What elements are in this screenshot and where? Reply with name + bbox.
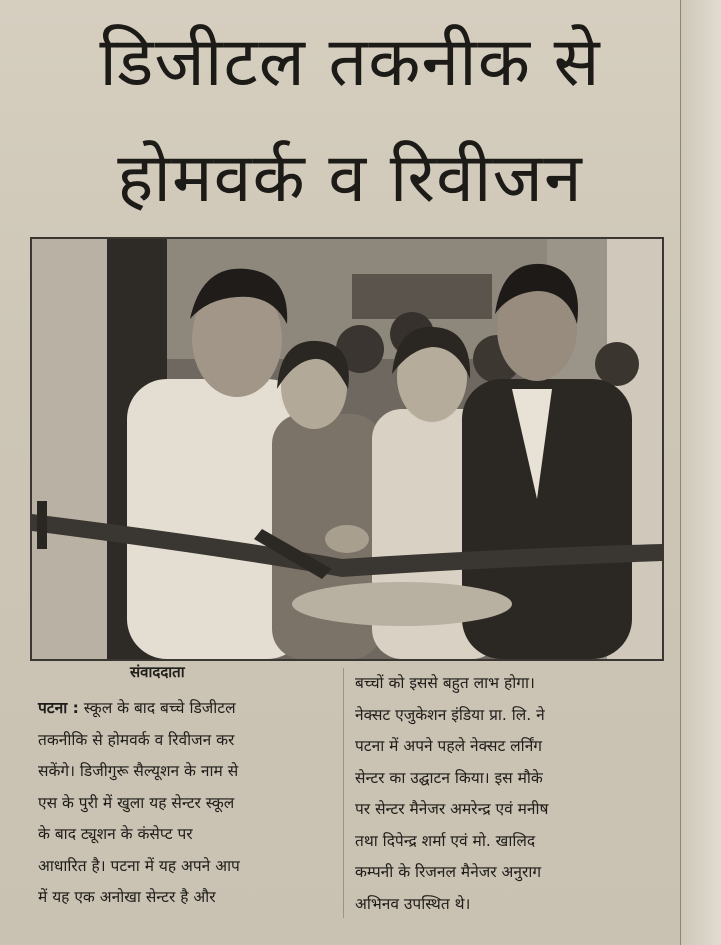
article-line-text: स्कूल के बाद बच्चे डिजीटल	[78, 699, 236, 717]
article-line: कम्पनी के रिजनल मैनेजर अनुराग	[355, 863, 542, 881]
article-line: नेक्सट एजुकेशन इंडिया प्रा. लि. ने	[355, 705, 545, 724]
ribbon-cutting-photo	[30, 237, 664, 661]
article-line: तथा दिपेन्द्र शर्मा एवं मो. खालिद	[355, 831, 536, 850]
article-place: पटना :	[38, 699, 79, 717]
article-line: सेन्टर का उद्घाटन किया। इस मौके	[355, 768, 543, 787]
article-line: पर सेन्टर मैनेजर अमरेन्द्र एवं मनीष	[355, 800, 549, 818]
article-column-left	[38, 693, 338, 914]
headline-line-1: डिजीटल तकनीक से	[99, 23, 601, 102]
article-line	[38, 693, 338, 725]
article-line: पटना में अपने पहले नेक्सट लर्निंग	[355, 737, 543, 755]
article-line: आधारित है। पटना में यह अपने आप	[38, 856, 240, 875]
ribbon-post	[37, 501, 47, 549]
article-line: बच्चों को इससे बहुत लाभ होगा।	[355, 674, 535, 692]
page-edge	[680, 0, 721, 945]
article-line: तकनीकि से होमवर्क व रिवीजन कर	[38, 730, 235, 749]
article-line: में यह एक अनोखा सेन्टर है और	[38, 888, 216, 906]
column-divider	[343, 668, 344, 918]
tray	[292, 582, 512, 626]
byline: संवाददाता	[130, 663, 185, 681]
crowd-head	[595, 342, 639, 386]
hands	[325, 525, 369, 553]
article-line: एस के पुरी में खुला यह सेन्टर स्कूल	[38, 793, 235, 812]
vent-window	[352, 274, 492, 319]
article-line: के बाद ट्यूशन के कंसेप्ट पर	[38, 825, 193, 843]
headline-line-2: होमवर्क व रिवीजन	[117, 139, 583, 218]
photo-illustration	[32, 239, 662, 659]
article-line: सकेंगे। डिजीगुरू सैल्यूशन के नाम से	[38, 762, 239, 780]
article-line: अभिनव उपस्थित थे।	[355, 894, 471, 913]
article-column-right	[355, 668, 655, 920]
